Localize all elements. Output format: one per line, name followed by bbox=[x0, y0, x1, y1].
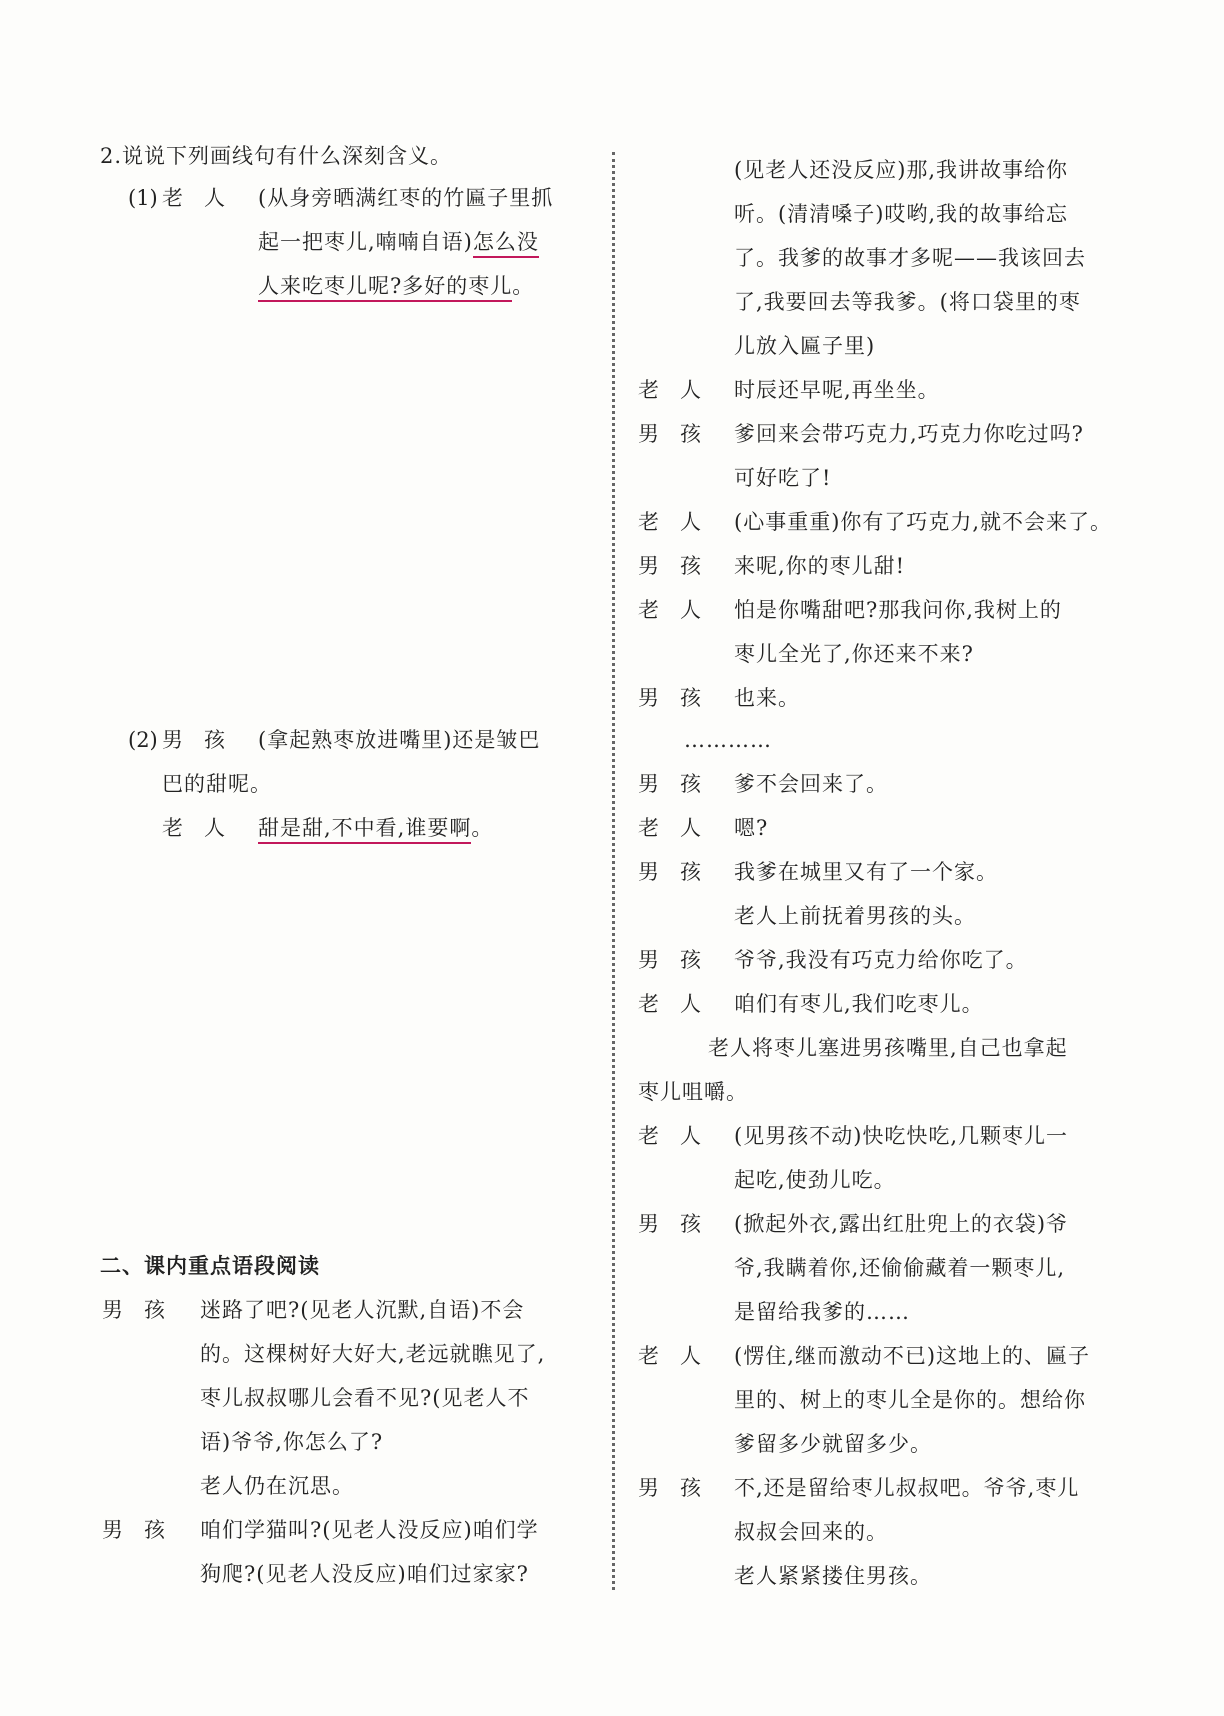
underlined-sentence: 甜是甜,不中看,谁要啊 bbox=[258, 816, 471, 844]
dialog-speaker: 老 人 bbox=[638, 1124, 701, 1148]
dialog-line: (见男孩不动)快吃快吃,几颗枣儿一 bbox=[734, 1124, 1069, 1148]
q2-2-line-3 bbox=[258, 814, 493, 842]
dialog-line: 爷,我瞒着你,还偷偷藏着一颗枣儿, bbox=[734, 1256, 1066, 1280]
dialog-speaker: 男 孩 bbox=[638, 860, 701, 884]
dialog-line: 爷爷,我没有巧克力给你吃了。 bbox=[734, 948, 1028, 972]
q2-1-line-3-end: 。 bbox=[512, 274, 535, 298]
dialog-line: 咱们有枣儿,我们吃枣儿。 bbox=[734, 992, 984, 1016]
dialog-line: 里的、树上的枣儿全是你的。想给你 bbox=[734, 1388, 1086, 1412]
dialog-line: 枣儿全光了,你还来不来? bbox=[734, 642, 974, 666]
dialog-line: 起吃,使劲儿吃。 bbox=[734, 1168, 896, 1192]
dialog-speaker: 老 人 bbox=[638, 378, 701, 402]
stage-direction: 老人紧紧搂住男孩。 bbox=[734, 1564, 932, 1588]
dialog-speaker: 男 孩 bbox=[638, 554, 701, 578]
dialog-line: 来呢,你的枣儿甜! bbox=[734, 554, 906, 578]
dialog-line: (掀起外衣,露出红肚兜上的衣袋)爷 bbox=[734, 1212, 1069, 1236]
q2-1-line-3 bbox=[258, 272, 534, 300]
dialog-line: 迷路了吧?(见老人沉默,自语)不会 bbox=[200, 1298, 525, 1322]
ellipsis: ………… bbox=[684, 728, 772, 752]
q2-2-line-1: (拿起熟枣放进嘴里)还是皱巴 bbox=[258, 728, 541, 752]
dialog-line: (心事重重)你有了巧克力,就不会来了。 bbox=[734, 510, 1113, 534]
dialog-line: 怕是你嘴甜吧?那我问你,我树上的 bbox=[734, 598, 1062, 622]
dialog-speaker: 老 人 bbox=[638, 992, 701, 1016]
dialog-line: 咱们学猫叫?(见老人没反应)咱们学 bbox=[200, 1518, 539, 1542]
dialog-speaker: 男 孩 bbox=[638, 422, 701, 446]
q2-2-line-2: 巴的甜呢。 bbox=[162, 772, 272, 796]
dialog-speaker: 男 孩 bbox=[102, 1518, 165, 1542]
dialog-speaker: 男 孩 bbox=[638, 1476, 701, 1500]
dialog-line: 是留给我爹的…… bbox=[734, 1300, 910, 1324]
dialog-line: 爹回来会带巧克力,巧克力你吃过吗? bbox=[734, 422, 1084, 446]
stage-direction: 老人上前抚着男孩的头。 bbox=[734, 904, 976, 928]
narration-line: 枣儿咀嚼。 bbox=[638, 1080, 748, 1104]
dialog-line: 时辰还早呢,再坐坐。 bbox=[734, 378, 940, 402]
dialog-speaker: 男 孩 bbox=[638, 686, 701, 710]
q2-1-number: (1) bbox=[128, 186, 158, 210]
q2-2-number: (2) bbox=[128, 728, 158, 752]
narration-line: 老人将枣儿塞进男孩嘴里,自己也拿起 bbox=[708, 1036, 1068, 1060]
dialog-speaker: 老 人 bbox=[638, 816, 701, 840]
dialog-line: 语)爷爷,你怎么了? bbox=[200, 1430, 384, 1454]
dialog-line: 狗爬?(见老人没反应)咱们过家家? bbox=[200, 1562, 529, 1586]
section-2-title: 二、课内重点语段阅读 bbox=[100, 1254, 320, 1278]
stage-direction: 老人仍在沉思。 bbox=[200, 1474, 354, 1498]
dialog-line: 叔叔会回来的。 bbox=[734, 1520, 888, 1544]
continued-line: (见老人还没反应)那,我讲故事给你 bbox=[734, 158, 1069, 182]
dialog-speaker: 老 人 bbox=[638, 1344, 701, 1368]
dialog-speaker: 男 孩 bbox=[638, 1212, 701, 1236]
continued-line: 听。(清清嗓子)哎哟,我的故事给忘 bbox=[734, 202, 1069, 226]
dialog-line: 的。这棵树好大好大,老远就瞧见了, bbox=[200, 1342, 546, 1366]
dialog-speaker: 男 孩 bbox=[638, 948, 701, 972]
dialog-line: 不,还是留给枣儿叔叔吧。爷爷,枣儿 bbox=[734, 1476, 1080, 1500]
q2-1-line-2 bbox=[258, 228, 539, 256]
continued-line: 了,我要回去等我爹。(将口袋里的枣 bbox=[734, 290, 1081, 314]
column-divider bbox=[612, 152, 615, 1590]
continued-line: 儿放入匾子里) bbox=[734, 334, 876, 358]
dialog-line: 爹留多少就留多少。 bbox=[734, 1432, 932, 1456]
q2-1-speaker: 老 人 bbox=[162, 186, 225, 210]
q2-2-line-3-end: 。 bbox=[471, 816, 494, 840]
question-2-title: 2.说说下列画线句有什么深刻含义。 bbox=[100, 144, 453, 168]
dialog-line: 嗯? bbox=[734, 816, 769, 840]
dialog-line: 枣儿叔叔哪儿会看不见?(见老人不 bbox=[200, 1386, 530, 1410]
dialog-speaker: 老 人 bbox=[638, 510, 701, 534]
q2-1-line-1: (从身旁晒满红枣的竹匾子里抓 bbox=[258, 186, 554, 210]
q2-2-speaker-boy: 男 孩 bbox=[162, 728, 225, 752]
q2-2-speaker-old-man: 老 人 bbox=[162, 816, 225, 840]
continued-line: 了。我爹的故事才多呢——我该回去 bbox=[734, 246, 1086, 270]
dialog-speaker: 男 孩 bbox=[102, 1298, 165, 1322]
dialog-speaker: 男 孩 bbox=[638, 772, 701, 796]
dialog-line: (愣住,继而激动不已)这地上的、匾子 bbox=[734, 1344, 1091, 1368]
q2-1-line-2-text: 起一把枣儿,喃喃自语) bbox=[258, 230, 473, 254]
dialog-speaker: 老 人 bbox=[638, 598, 701, 622]
dialog-line: 我爹在城里又有了一个家。 bbox=[734, 860, 998, 884]
underlined-sentence-part-2: 人来吃枣儿呢?多好的枣儿 bbox=[258, 274, 512, 302]
dialog-line: 也来。 bbox=[734, 686, 800, 710]
underlined-sentence-part-1: 怎么没 bbox=[473, 230, 539, 258]
dialog-line: 爹不会回来了。 bbox=[734, 772, 888, 796]
dialog-line: 可好吃了! bbox=[734, 466, 832, 490]
